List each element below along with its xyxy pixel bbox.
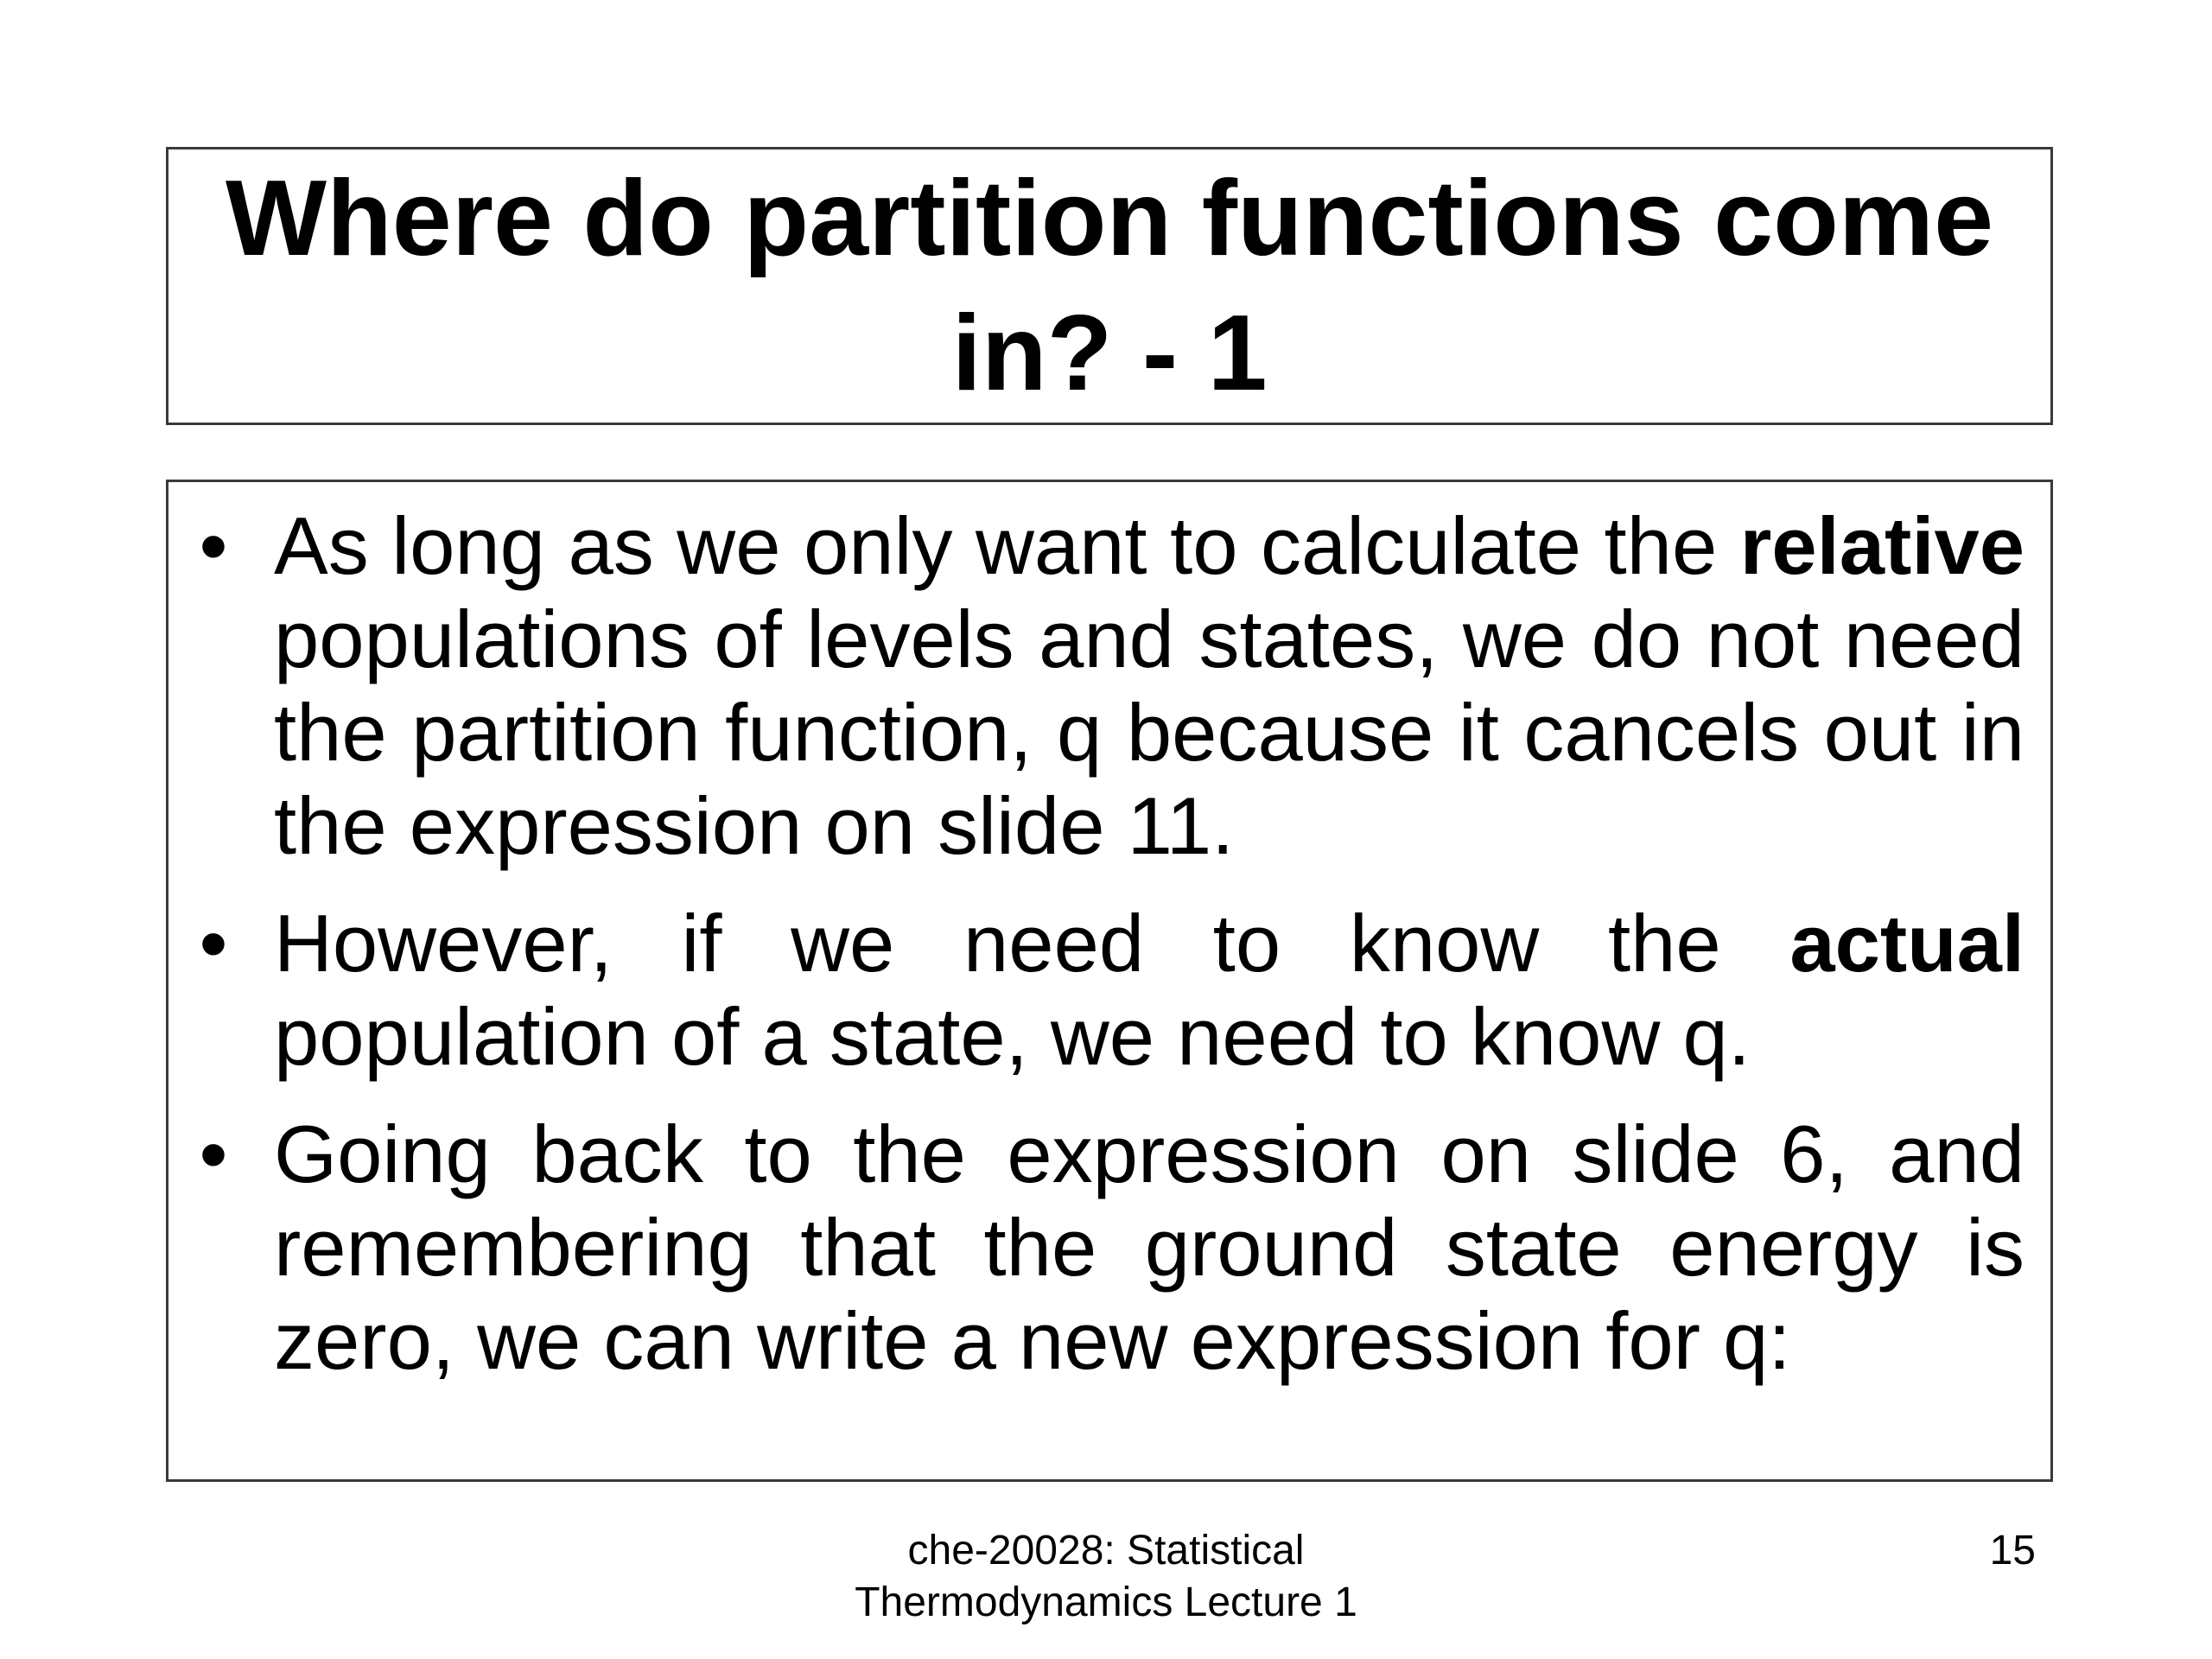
bullet-symbol: • bbox=[199, 1109, 228, 1199]
bullet-1-text-before: As long as we only want to calculate the bbox=[274, 500, 1740, 591]
footer-line-2: Thermodynamics Lecture 1 bbox=[855, 1580, 1357, 1625]
bullet-2-text-before: However, if we need to know the bbox=[274, 898, 1790, 988]
bullet-2-emphasis: actual bbox=[1789, 898, 2024, 988]
footer-line-1: che-20028: Statistical bbox=[907, 1528, 1305, 1573]
bullet-1-text-after: populations of levels and states, we do not need the partition function, q because it cancels out in the expression on slide 11. bbox=[274, 594, 2024, 871]
bullet-item-3 bbox=[188, 1108, 2024, 1388]
bullet-list bbox=[188, 499, 2024, 1388]
footer-course-label bbox=[760, 1525, 1452, 1629]
slide-title-line-2: in? - 1 bbox=[951, 294, 1268, 413]
bullet-1-emphasis: relative bbox=[1739, 500, 2024, 591]
slide-title bbox=[208, 151, 2011, 421]
bullet-symbol: • bbox=[199, 898, 228, 988]
bullet-2-text-after: population of a state, we need to know q. bbox=[274, 991, 1751, 1082]
title-box bbox=[166, 147, 2053, 425]
bullet-symbol: • bbox=[199, 500, 228, 591]
bullet-item-1 bbox=[188, 499, 2024, 873]
content-box bbox=[166, 480, 2053, 1482]
bullet-item-2 bbox=[188, 897, 2024, 1084]
bullet-3-text: Going back to the expression on slide 6, and remembering that the ground state energy is zero, we can write a new expression for q: bbox=[274, 1109, 2024, 1386]
slide-title-line-1: Where do partition functions come bbox=[225, 159, 1994, 278]
page-number: 15 bbox=[1989, 1528, 2036, 1573]
